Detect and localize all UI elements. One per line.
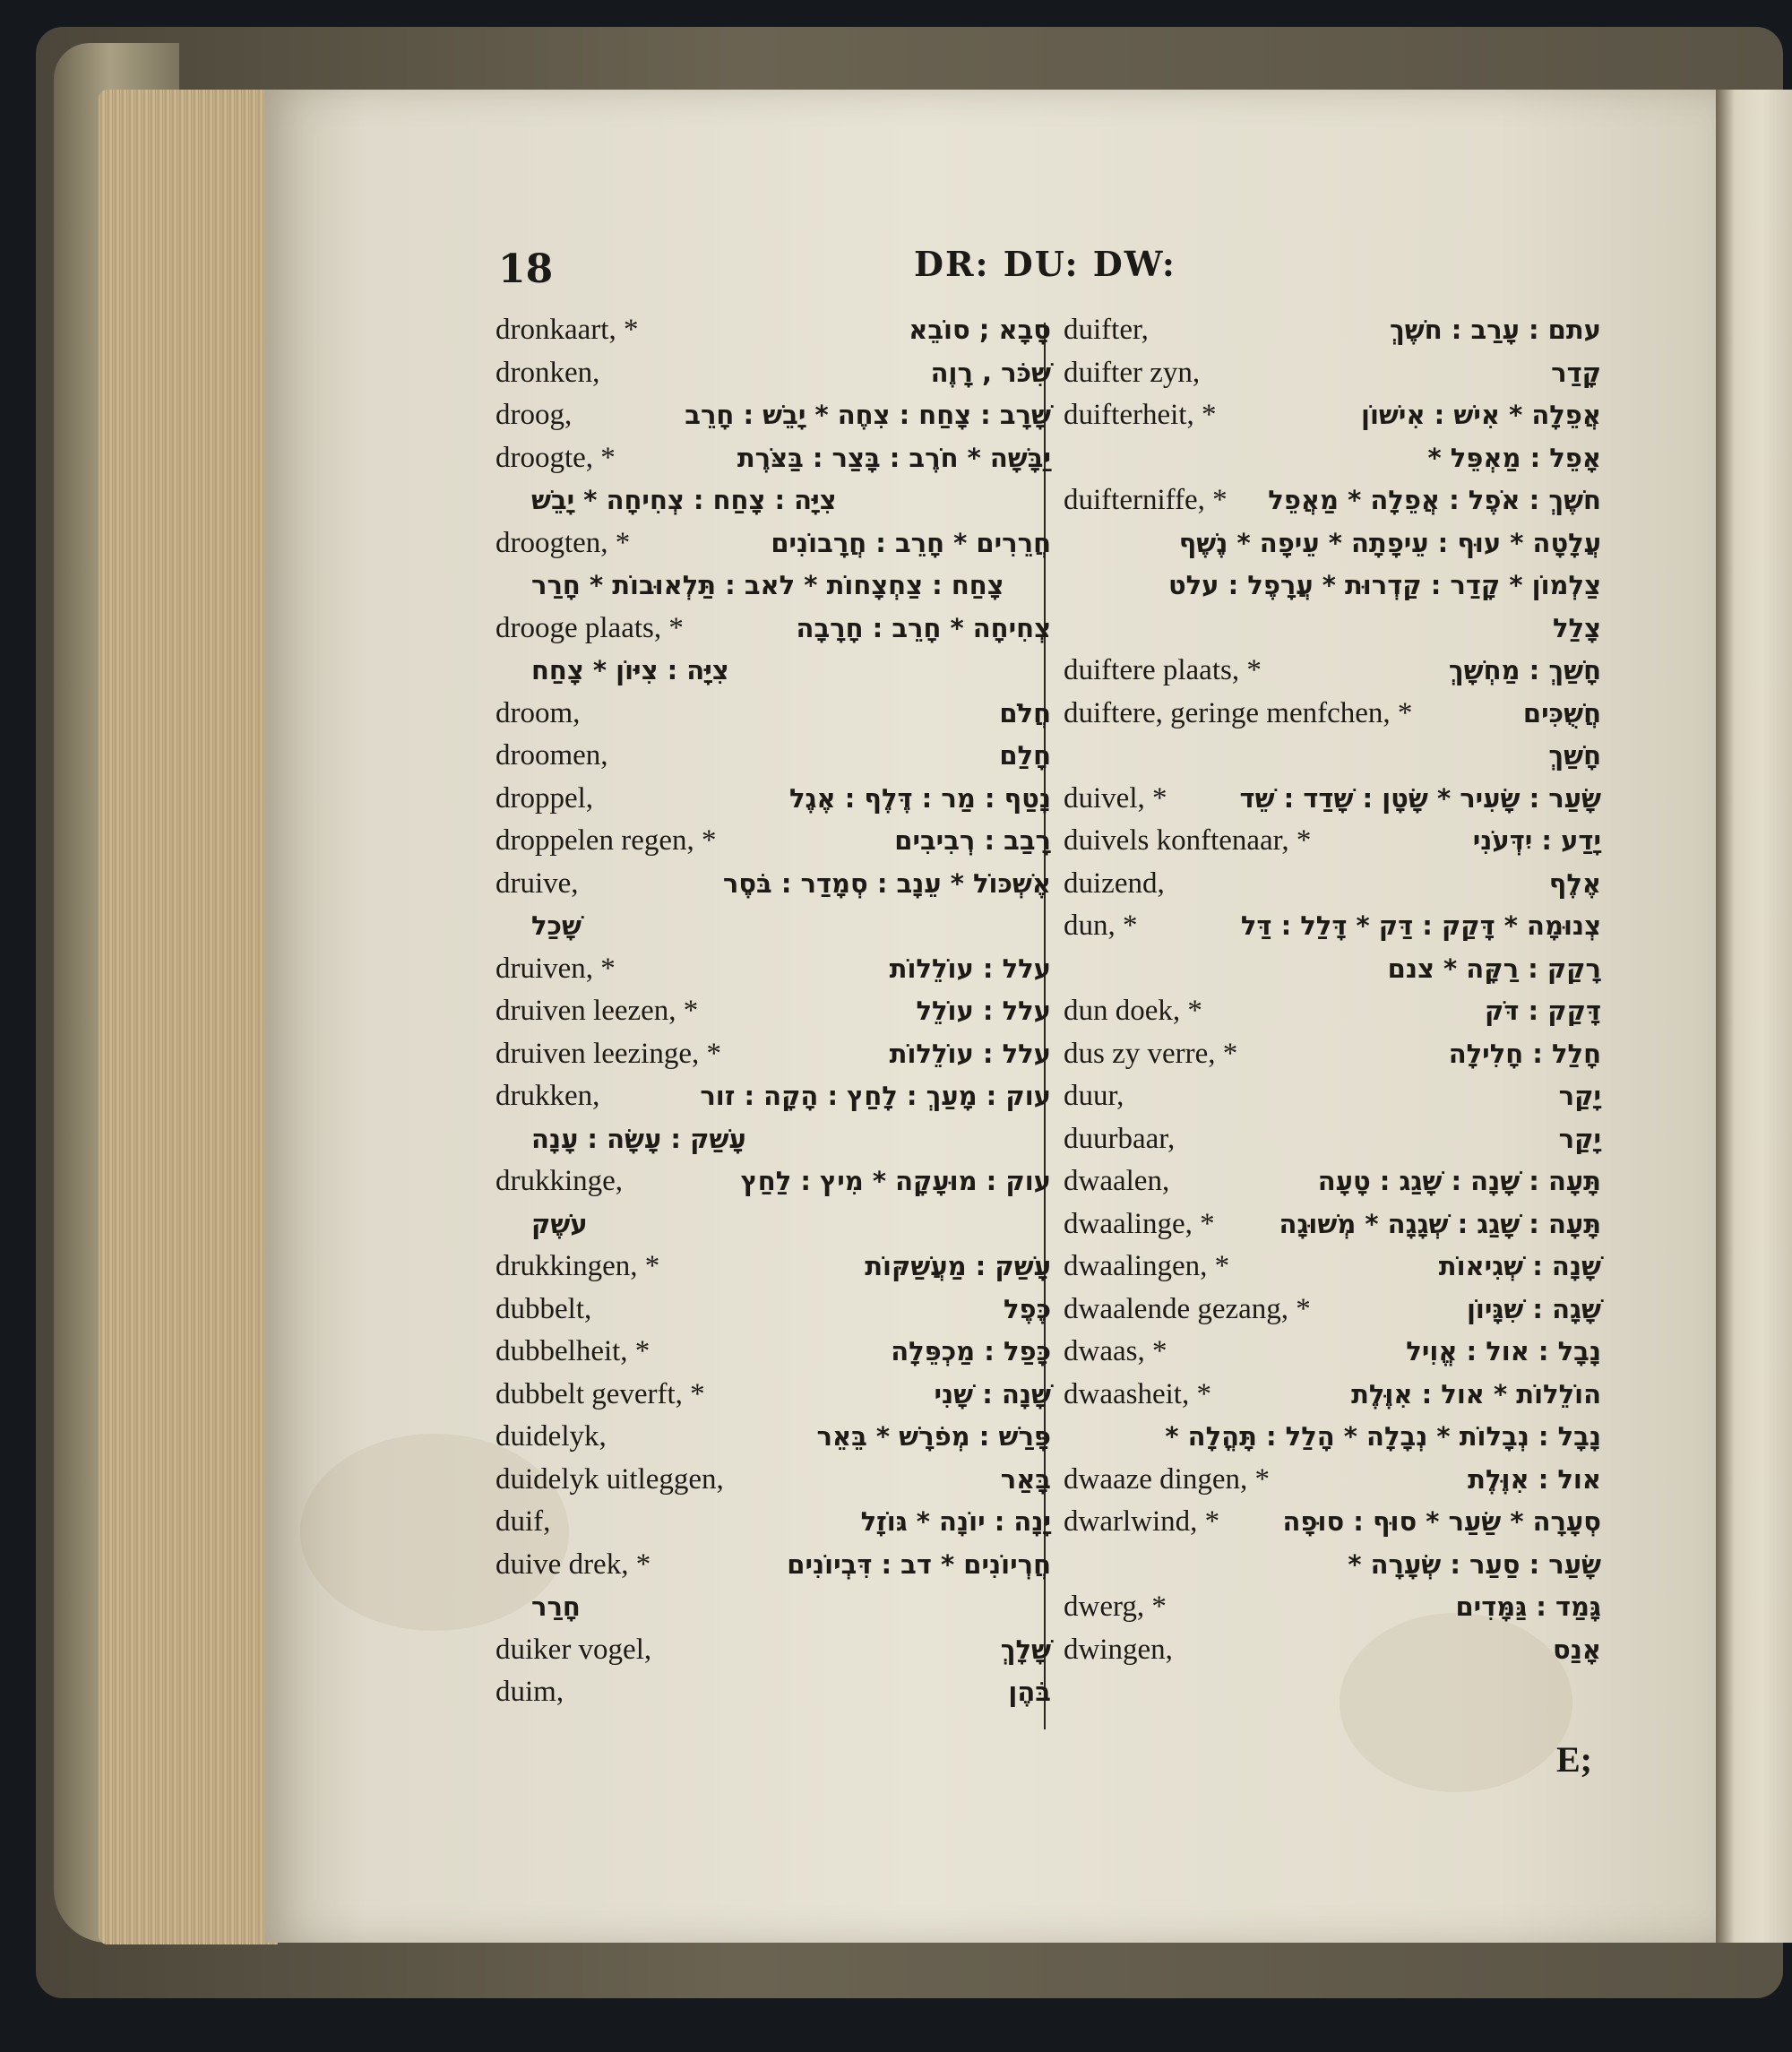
dictionary-entry <box>1064 394 1601 437</box>
dictionary-entry <box>1064 1586 1601 1629</box>
dictionary-entry <box>1064 778 1601 821</box>
dictionary-entry <box>1064 1289 1601 1332</box>
dutch-headword: dubbelt geverft, * <box>495 1377 705 1410</box>
dutch-headword: dwaalingen, * <box>1064 1250 1230 1282</box>
dutch-headword: duim, <box>495 1676 564 1708</box>
dutch-headword: dronken, <box>495 356 600 389</box>
dictionary-entry <box>1064 990 1601 1033</box>
dutch-headword: duidelyk, <box>495 1420 607 1453</box>
hebrew-equivalents: אֲפֵלָה * אִישׁ : אִישׁוֹן <box>1361 400 1601 430</box>
hebrew-equivalents: עלל : עוֹלֵלוֹת <box>889 1038 1051 1069</box>
dictionary-entry <box>495 1501 1051 1544</box>
dutch-headword: dwarlwind, * <box>1064 1505 1220 1538</box>
hebrew-equivalents: צְחִיחָה * חָרֵב : חָרָבָה <box>796 612 1051 643</box>
hebrew-equivalents: עוק : מוּעָקָה * מִיץ : לַחַץ <box>740 1166 1051 1196</box>
dictionary-entry <box>495 522 1051 565</box>
dutch-headword: drukkingen, * <box>495 1250 660 1282</box>
dictionary-entry <box>1064 608 1601 651</box>
dutch-headword: droom, <box>495 696 581 729</box>
dutch-headword: dronkaart, * <box>495 314 639 346</box>
running-head: DR: DU: DW: <box>914 244 1176 284</box>
dictionary-entry <box>1064 1629 1601 1672</box>
hebrew-equivalents: עָשַׁק : עָשָׂה : עָנָה <box>531 1123 746 1154</box>
dictionary-entry <box>495 1118 1051 1161</box>
dictionary-entry <box>1064 522 1601 565</box>
dictionary-entry <box>495 1629 1051 1672</box>
hebrew-equivalents: עתם : עָרַב : חשֶׁךְ <box>1390 315 1601 345</box>
page-number: 18 <box>498 246 554 292</box>
dictionary-entry <box>495 1033 1051 1076</box>
dictionary-entry <box>1064 693 1601 736</box>
dictionary-entry <box>495 863 1051 906</box>
dutch-headword: duurbaar, <box>1064 1122 1176 1155</box>
hebrew-equivalents: עוק : מָעַךְ : לָחַץ : הָקָה : זור <box>700 1081 1051 1111</box>
hebrew-equivalents: חֲרְיוֹנִים * דב : דִּבְיוֹנִים <box>787 1548 1051 1580</box>
hebrew-equivalents: אול : אִוֶּלֶת <box>1468 1463 1601 1495</box>
dictionary-entry <box>495 1544 1051 1587</box>
hebrew-equivalents: חָרַר <box>531 1591 581 1622</box>
dutch-headword: dwaalen, <box>1064 1165 1170 1197</box>
hebrew-equivalents: רָקַק : רַקָּה * צנם <box>1387 953 1601 984</box>
dutch-headword: duifter zyn, <box>1064 356 1201 389</box>
dutch-headword: dwaalinge, * <box>1064 1207 1215 1240</box>
hebrew-equivalents: עֲלָטָה * עוּף : עֵיפָתָה * עֵיפָה * נֶשֶׁף <box>1178 527 1601 558</box>
dictionary-entry <box>1064 1374 1601 1417</box>
dictionary-entry <box>495 1586 1051 1629</box>
hebrew-equivalents: חֲלֹם <box>999 697 1051 729</box>
dutch-headword: duidelyk uitleggen, <box>495 1462 724 1496</box>
dictionary-entry <box>495 990 1051 1033</box>
dutch-headword: duizend, <box>1064 866 1165 900</box>
dictionary-entry <box>1064 1033 1601 1076</box>
hebrew-equivalents: שָׁנָה : שָׁנִי <box>934 1378 1051 1410</box>
hebrew-equivalents: תָּעָה : שָׁגַג : שְׁגָגָה * מְשׁוּגָה <box>1279 1208 1601 1239</box>
hebrew-equivalents: קָדַר <box>1551 357 1601 388</box>
hebrew-equivalents: יָקַר <box>1558 1081 1601 1111</box>
hebrew-equivalents: חָשַׁךְ <box>1548 740 1601 771</box>
dictionary-entry <box>495 1416 1051 1459</box>
hebrew-equivalents: דָּקַק : דֹּק <box>1485 996 1601 1026</box>
dictionary-entry <box>495 1075 1051 1118</box>
hebrew-equivalents: עלל : עוֹלֵלוֹת <box>889 953 1051 984</box>
hebrew-equivalents: יַבָּשָׁה * חֹרֶב : בָּצַר : בַּצֹּרֶת <box>737 442 1051 473</box>
left-column <box>495 309 1051 1714</box>
hebrew-equivalents: שָׂעַר : שָׂעִיר * שָׂטָן : שָׁדַד : שֵׁד <box>1239 782 1601 814</box>
hebrew-equivalents: כֶּפֶל <box>1003 1293 1051 1324</box>
dictionary-entry <box>1064 1459 1601 1502</box>
hebrew-equivalents: סְעָרָה * שַׂעַר * סוּף : סוּפָה <box>1282 1506 1601 1537</box>
dictionary-entry <box>1064 352 1601 395</box>
dutch-headword: droomen, <box>495 739 608 772</box>
hebrew-equivalents: צָחַח : צַחְצָחוֹת * לאב : תַּלְאוּבוֹת * חָרַר <box>531 570 1004 600</box>
right-column <box>1064 309 1601 1671</box>
hebrew-equivalents: שָׂעַר : סַעַר : שְׂעָרָה * <box>1348 1548 1601 1580</box>
hebrew-equivalents: חָשַׁךְ : מַחְשָׁךְ <box>1448 655 1601 685</box>
dutch-headword: droogte, * <box>495 441 616 474</box>
dutch-headword: dwaalende gezang, * <box>1064 1292 1311 1325</box>
hebrew-equivalents: אֶשְׁכּוֹל * עֵנָב : סְמָדַר : בֹּסֶר <box>722 867 1051 899</box>
hebrew-equivalents: עֹשֶׁק <box>531 1208 588 1239</box>
dutch-headword: dwingen, <box>1064 1633 1173 1666</box>
dictionary-entry <box>1064 1203 1601 1246</box>
dutch-headword: druiven, * <box>495 952 616 985</box>
hebrew-equivalents: שָׁלָךְ <box>1000 1634 1051 1665</box>
dutch-headword: duiftere plaats, * <box>1064 654 1262 686</box>
dutch-headword: drooge plaats, * <box>495 611 684 644</box>
hebrew-equivalents: יָנָה : יוֹנָה * גּוֹזָל <box>860 1506 1051 1537</box>
dutch-headword: duive drek, * <box>495 1548 651 1581</box>
hebrew-equivalents: שִׁכֹּר , רָוֶה <box>930 357 1051 388</box>
dutch-headword: duifter, <box>1064 314 1149 346</box>
dictionary-entry <box>495 565 1051 608</box>
dutch-headword: dwaasheit, * <box>1064 1377 1211 1410</box>
dutch-headword: dus zy verre, * <box>1064 1037 1238 1070</box>
dictionary-entry <box>495 1246 1051 1289</box>
dictionary-entry <box>495 778 1051 821</box>
dutch-headword: droppel, <box>495 781 594 815</box>
dutch-headword: duiftere, geringe menfchen, * <box>1064 696 1413 729</box>
dictionary-entry <box>495 905 1051 948</box>
hebrew-equivalents: נָבָל : נְבָלוֹת * נְבָלָה * הָלַל : תָּהֳלָה * <box>1165 1421 1601 1452</box>
dictionary-entry <box>1064 650 1601 693</box>
dictionary-entry <box>495 650 1051 693</box>
hebrew-equivalents: יָדַע : יִדְּעֹנִי <box>1472 825 1601 856</box>
hebrew-equivalents: עלל : עוֹלֵל <box>916 996 1051 1026</box>
dutch-headword: drukkinge, <box>495 1165 624 1197</box>
dutch-headword: duivel, * <box>1064 781 1167 815</box>
dictionary-entry <box>1064 1246 1601 1289</box>
hebrew-equivalents: צָלַל <box>1552 612 1601 643</box>
dutch-headword: duiker vogel, <box>495 1633 652 1666</box>
facing-page-edge <box>1716 90 1792 1943</box>
dictionary-entry <box>1064 1501 1601 1544</box>
dictionary-entry <box>495 394 1051 437</box>
hebrew-equivalents: בָּאַר <box>1000 1463 1051 1495</box>
dictionary-entry <box>495 437 1051 480</box>
dictionary-entry <box>1064 437 1601 480</box>
dictionary-entry <box>1064 948 1601 991</box>
dutch-headword: dwerg, * <box>1064 1591 1167 1623</box>
hebrew-equivalents: נָטַף : מַר : דֶּלֶף : אֶגֶל <box>789 782 1051 814</box>
dictionary-entry <box>495 1671 1051 1714</box>
dictionary-entry <box>1064 1416 1601 1459</box>
dictionary-entry <box>1064 1331 1601 1374</box>
hebrew-equivalents: הוֹלֵלוֹת * אול : אִוֶּלֶת <box>1351 1378 1601 1410</box>
hebrew-equivalents: כָּפַל : מַכְפֵּלָה <box>891 1336 1051 1367</box>
hebrew-equivalents: חֲרֵרִים * חָרֵב : חֲרָבוֹנִים <box>771 527 1051 558</box>
hebrew-equivalents: גָּמַד : גַּמָּדִים <box>1455 1591 1601 1622</box>
hebrew-equivalents: אֶלֶף <box>1548 867 1601 899</box>
dictionary-entry <box>495 352 1051 395</box>
dictionary-entry <box>495 1331 1051 1374</box>
dutch-headword: duivels konftenaar, * <box>1064 824 1312 857</box>
dutch-headword: droogten, * <box>495 526 631 559</box>
dictionary-entry <box>495 693 1051 736</box>
dictionary-entry <box>1064 1160 1601 1203</box>
dutch-headword: duur, <box>1064 1080 1124 1112</box>
dutch-headword: druiven leezinge, * <box>495 1037 721 1070</box>
hebrew-equivalents: תָּעָה : שָׁנָה : שָׁגַג : טָעָה <box>1317 1166 1601 1196</box>
dictionary-entry <box>495 820 1051 863</box>
hebrew-equivalents: חֲשֻׁכִּים <box>1522 697 1601 729</box>
dictionary-entry <box>1064 1118 1601 1161</box>
dictionary-entry <box>495 948 1051 991</box>
hebrew-equivalents: צִיָּה : צָחַח : צְחִיחָה * יָבֵשׁ <box>531 485 837 515</box>
hebrew-equivalents: צְנוּמָה * דָּקַק : דַּק * דָּלַל : דַּל <box>1240 910 1601 941</box>
dictionary-entry <box>1064 820 1601 863</box>
hebrew-equivalents: שָׁרָב : צָחַח : צִחֶה * יָבֵשׁ : חָרֵב <box>685 400 1051 430</box>
dutch-headword: dubbelt, <box>495 1292 592 1325</box>
hebrew-equivalents: צִיָּה : צִיּוֹן * צָחַח <box>531 655 729 685</box>
dictionary-entry <box>495 479 1051 522</box>
hebrew-equivalents: בֹּהֶן <box>1008 1677 1051 1707</box>
hebrew-equivalents: נָבָל : אול : אֱוִיל <box>1406 1336 1601 1367</box>
hebrew-equivalents: שָׁכַל <box>531 910 582 941</box>
hebrew-equivalents: רָבַב : רְבִיבִים <box>894 825 1051 856</box>
dutch-headword: droog, <box>495 399 573 431</box>
hebrew-equivalents: חָלַם <box>999 740 1051 771</box>
dictionary-entry <box>495 309 1051 352</box>
dutch-headword: dun, * <box>1064 910 1138 942</box>
dutch-headword: dubbelheit, * <box>495 1335 650 1367</box>
dictionary-entry <box>1064 1075 1601 1118</box>
hebrew-equivalents: יָקַר <box>1558 1123 1601 1154</box>
catchword: E; <box>1556 1739 1592 1780</box>
hebrew-equivalents: צַלְמוֹן * קָדַר : קַדְרוּת * עֲרָפֶל : עלט <box>1167 570 1601 600</box>
dictionary-entry <box>495 1374 1051 1417</box>
dutch-headword: dwaas, * <box>1064 1335 1167 1367</box>
dictionary-entry <box>1064 479 1601 522</box>
dictionary-entry <box>495 608 1051 651</box>
dictionary-entry <box>1064 1544 1601 1587</box>
hebrew-equivalents: שָׁנָה : שְׁגִיאוֹת <box>1438 1251 1601 1281</box>
dictionary-entry <box>1064 905 1601 948</box>
hebrew-equivalents: חשֶׁךְ : אֹפֶל : אֲפֵלָה * מַאֲפֵל <box>1268 485 1601 515</box>
dutch-headword: druive, <box>495 866 579 900</box>
hebrew-equivalents: אָפֵל : מַאְפֵּל * <box>1427 442 1601 473</box>
dictionary-entry <box>495 1203 1051 1246</box>
dictionary-entry <box>1064 309 1601 352</box>
dictionary-entry <box>495 1160 1051 1203</box>
dutch-headword: duifterniffe, * <box>1064 484 1228 516</box>
dutch-headword: dwaaze dingen, * <box>1064 1462 1270 1496</box>
hebrew-equivalents: סָבָא ; סוֹבֵא <box>909 315 1051 345</box>
dictionary-entry <box>1064 863 1601 906</box>
hebrew-equivalents: פָּרַשׁ : מְפֹרָשׁ * בֵּאֵר <box>816 1421 1051 1452</box>
dutch-headword: druiven leezen, * <box>495 995 699 1027</box>
dictionary-entry <box>1064 735 1601 778</box>
dictionary-entry <box>495 1459 1051 1502</box>
hebrew-equivalents: אָנַס <box>1553 1634 1601 1665</box>
dutch-headword: duif, <box>495 1505 551 1538</box>
dutch-headword: duifterheit, * <box>1064 399 1217 431</box>
dutch-headword: dun doek, * <box>1064 995 1202 1027</box>
dictionary-entry <box>495 1289 1051 1332</box>
hebrew-equivalents: חָלַל : חָלִילָה <box>1448 1038 1601 1069</box>
page-block-edges <box>99 90 278 1944</box>
dictionary-entry <box>495 735 1051 778</box>
hebrew-equivalents: עָשַׁק : מַעֲשַׁקּוֹת <box>865 1251 1051 1281</box>
dictionary-entry <box>1064 565 1601 608</box>
dutch-headword: drukken, <box>495 1080 600 1112</box>
dutch-headword: droppelen regen, * <box>495 824 717 857</box>
hebrew-equivalents: שָׁגָה : שִׁגָּיוֹן <box>1466 1293 1601 1324</box>
